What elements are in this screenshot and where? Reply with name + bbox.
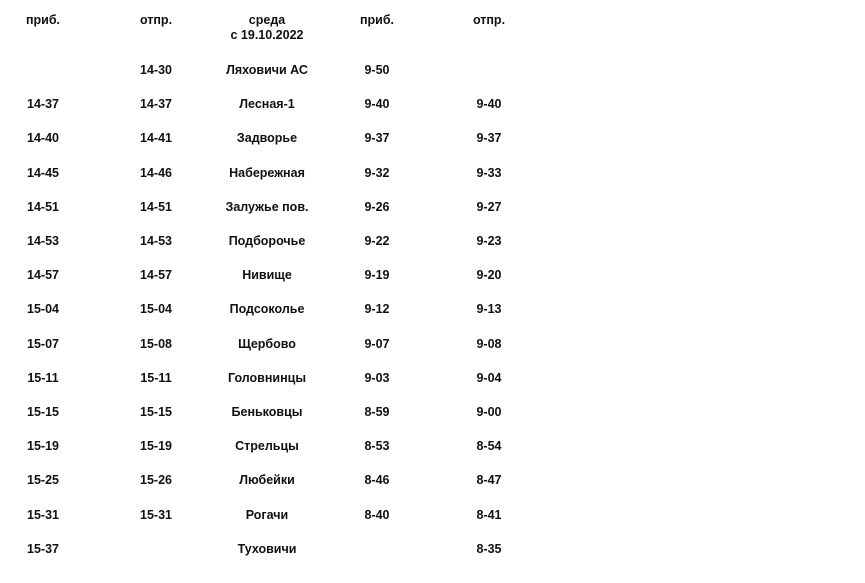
departure-time: 14-41	[140, 131, 172, 145]
arrival-time: 15-15	[27, 405, 59, 419]
return-departure-time: 8-41	[476, 508, 502, 522]
arrival-time: 14-45	[27, 166, 59, 180]
return-arrival-time: 9-26	[364, 200, 390, 214]
arrival-time: 14-57	[27, 268, 59, 282]
arrival-time: 15-11	[27, 371, 59, 385]
stop-name: Рогачи	[245, 508, 289, 522]
departure-time: 15-08	[140, 337, 172, 351]
return-departure-time: 8-35	[476, 542, 502, 556]
departure-time: 14-30	[140, 63, 172, 77]
header-arrival-left: приб.	[25, 13, 61, 27]
arrival-time: 15-31	[27, 508, 59, 522]
departure-time: 15-11	[140, 371, 172, 385]
arrival-time: 15-19	[27, 439, 59, 453]
return-departure-time: 9-27	[476, 200, 502, 214]
departure-time: 15-19	[140, 439, 172, 453]
return-departure-time: 9-40	[476, 97, 502, 111]
arrival-time: 15-07	[27, 337, 59, 351]
departure-time: 15-31	[140, 508, 172, 522]
stop-name: Нивище	[242, 268, 292, 282]
stop-name: Ляховичи АС	[226, 63, 308, 77]
stop-name: Лесная-1	[239, 97, 295, 111]
arrival-time: 14-53	[27, 234, 59, 248]
arrival-time: 15-04	[27, 302, 59, 316]
return-arrival-time: 9-32	[364, 166, 390, 180]
return-arrival-time: 9-03	[364, 371, 390, 385]
return-arrival-time: 8-53	[364, 439, 390, 453]
departure-time: 15-26	[140, 473, 172, 487]
stop-name: Подборочье	[228, 234, 306, 248]
stop-name: Беньковцы	[231, 405, 303, 419]
stop-name: Стрельцы	[235, 439, 299, 453]
return-arrival-time: 9-07	[364, 337, 390, 351]
return-arrival-time: 9-22	[364, 234, 390, 248]
header-arrival-right: приб.	[359, 13, 395, 27]
header-departure-right: отпр.	[472, 13, 506, 27]
return-departure-time: 9-23	[476, 234, 502, 248]
departure-time: 15-04	[140, 302, 172, 316]
departure-time: 14-37	[140, 97, 172, 111]
stop-name: Подсоколье	[229, 302, 305, 316]
stop-name: Задворье	[236, 131, 298, 145]
stop-name: Щербово	[238, 337, 296, 351]
stop-name: Набережная	[229, 166, 305, 180]
return-departure-time: 8-54	[476, 439, 502, 453]
departure-time: 14-51	[140, 200, 172, 214]
return-arrival-time: 9-37	[364, 131, 390, 145]
return-departure-time: 9-37	[476, 131, 502, 145]
header-day: среда	[248, 13, 286, 27]
departure-time: 14-53	[140, 234, 172, 248]
arrival-time: 14-51	[27, 200, 59, 214]
return-departure-time: 9-00	[476, 405, 502, 419]
stop-name: Туховичи	[237, 542, 297, 556]
return-arrival-time: 9-40	[364, 97, 390, 111]
return-arrival-time: 9-19	[364, 268, 390, 282]
header-date: с 19.10.2022	[230, 28, 304, 42]
return-departure-time: 9-04	[476, 371, 502, 385]
return-departure-time: 9-33	[476, 166, 502, 180]
stop-name: Залужье пов.	[225, 200, 309, 214]
return-arrival-time: 8-46	[364, 473, 390, 487]
stop-name: Любейки	[239, 473, 295, 487]
departure-time: 15-15	[140, 405, 172, 419]
arrival-time: 15-25	[27, 473, 59, 487]
arrival-time: 14-40	[27, 131, 59, 145]
arrival-time: 15-37	[27, 542, 59, 556]
return-arrival-time: 9-12	[364, 302, 390, 316]
return-arrival-time: 9-50	[364, 63, 390, 77]
return-arrival-time: 8-59	[364, 405, 390, 419]
arrival-time: 14-37	[27, 97, 59, 111]
header-departure-left: отпр.	[139, 13, 173, 27]
departure-time: 14-57	[140, 268, 172, 282]
stop-name: Головнинцы	[227, 371, 307, 385]
return-departure-time: 8-47	[476, 473, 502, 487]
return-departure-time: 9-08	[476, 337, 502, 351]
return-departure-time: 9-13	[476, 302, 502, 316]
return-departure-time: 9-20	[476, 268, 502, 282]
return-arrival-time: 8-40	[364, 508, 390, 522]
departure-time: 14-46	[140, 166, 172, 180]
